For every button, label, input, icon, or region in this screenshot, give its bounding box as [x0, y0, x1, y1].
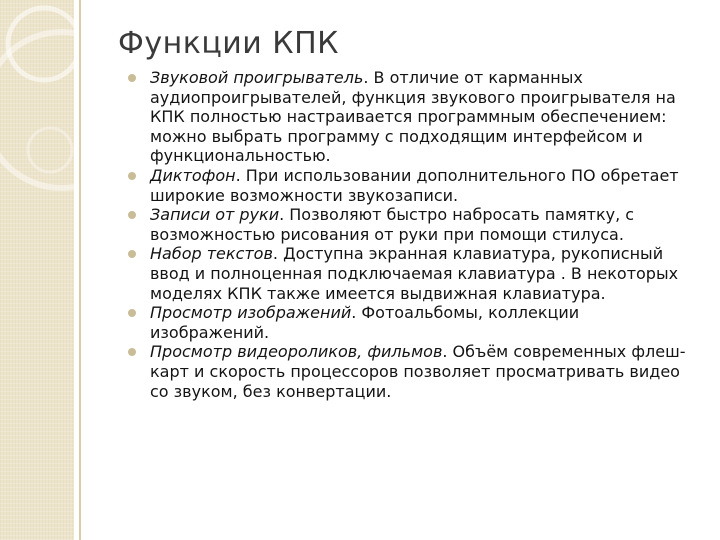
decorative-circles	[0, 0, 74, 540]
vertical-divider	[79, 0, 81, 540]
list-item	[126, 303, 700, 342]
item-text: . При использовании дополнительного ПО обретает широкие возможности звукозаписи.	[150, 165, 679, 205]
item-term: Просмотр видеороликов, фильмов	[150, 342, 443, 362]
decorative-side-panel	[0, 0, 74, 540]
item-term: Звуковой проигрыватель	[150, 68, 364, 87]
bullet-list	[126, 68, 700, 401]
bullet-icon	[128, 348, 136, 356]
list-item	[126, 68, 700, 166]
list-item	[126, 244, 700, 303]
bullet-icon	[128, 250, 136, 258]
item-text: . Позволяют быстро набросать памятку, с возможностью рисования от руки при помощи стилуса.	[150, 205, 635, 244]
item-term: Просмотр изображений	[150, 303, 352, 323]
bullet-icon	[128, 211, 136, 219]
item-term: Записи от руки	[150, 205, 280, 225]
item-text: . Фотоальбомы, коллекции изображений.	[150, 303, 580, 342]
item-text: . В отличие от карманных аудиопроигрывателей, функция звукового проигрывателя на КПК полностью настраивается программным обеспечением: можно выбрать программу с подходящим интерфейсом и функциональностью.	[150, 68, 676, 166]
item-term: Набор текстов	[150, 244, 273, 264]
bullet-icon	[128, 74, 136, 82]
list-item	[126, 166, 700, 205]
bullet-icon	[128, 309, 136, 317]
list-item	[126, 342, 700, 401]
item-text: . Доступна экранная клавиатура, рукописный ввод и полноценная подключаемая клавиатура . В некоторых моделях КПК также имеется выдвижная клавиатура.	[150, 244, 679, 303]
bullet-icon	[128, 172, 136, 180]
item-text: . Объём современных флеш-карт и скорость процессоров позволяет просматривать видео со звуком, без конвертации.	[150, 342, 686, 401]
item-term: Диктофон	[150, 165, 236, 185]
list-item	[126, 205, 700, 244]
slide-title: Функции КПК	[118, 26, 339, 61]
